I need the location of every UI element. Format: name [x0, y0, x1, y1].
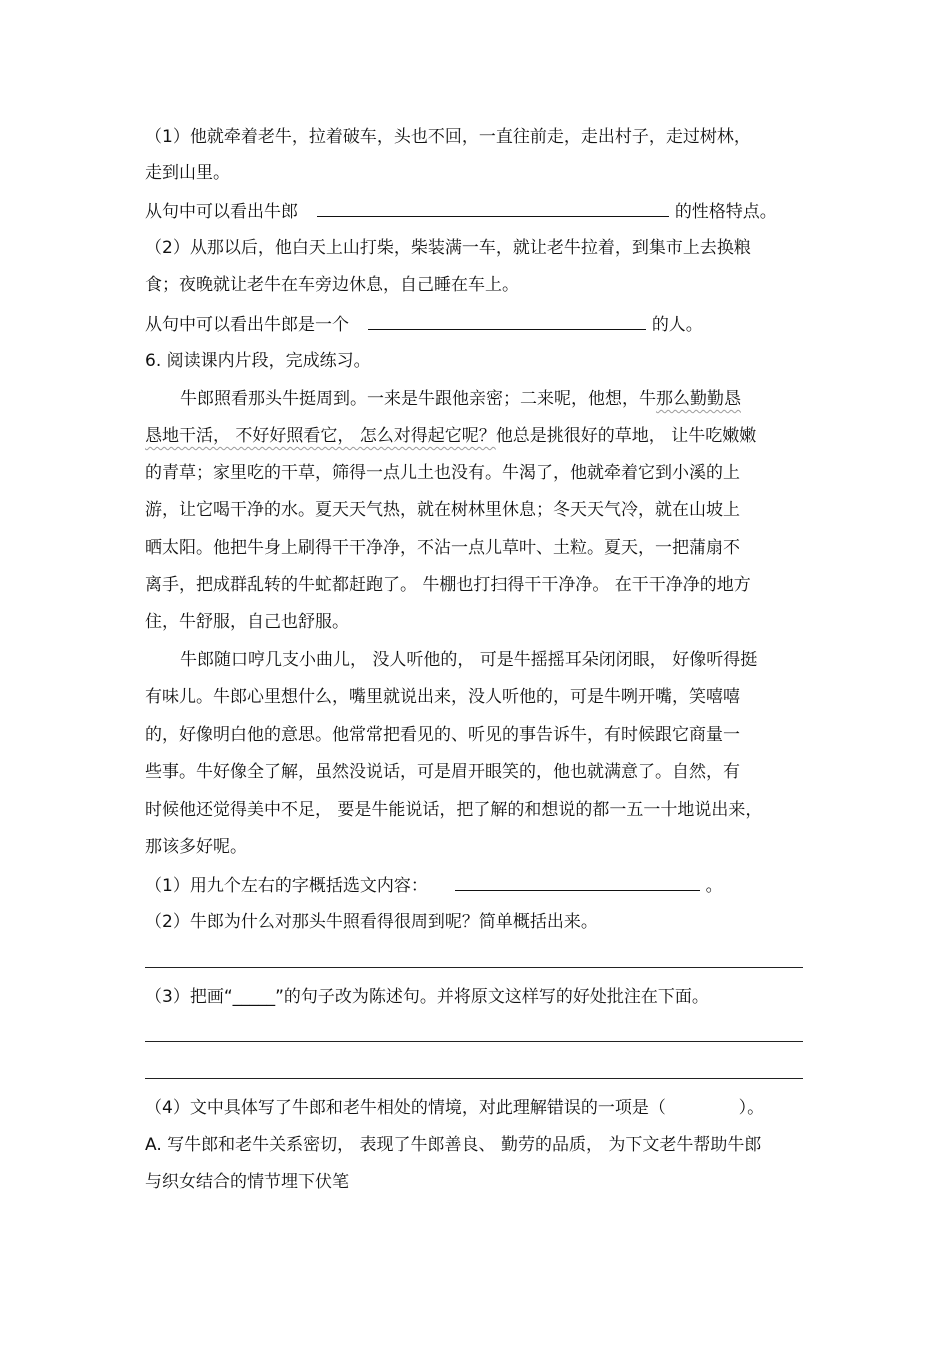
q6-sub4-post: ）。	[738, 1098, 765, 1118]
q5-item1-prompt-pre: 从句中可以看出牛郎	[145, 202, 298, 222]
q6-option-a-line2: 与织女结合的情节埋下伏笔	[145, 1172, 349, 1192]
q6-sub1-pre: （1）用九个左右的字概括选文内容：	[145, 876, 428, 896]
passage-p2-line5: 时候他还觉得美中不足， 要是牛能说话，把了解的和想说的都一五一十地说出来，	[145, 800, 763, 820]
q6-sub3-mark: _____	[232, 987, 276, 1007]
passage-p1-line2	[145, 425, 756, 447]
q5-item2-prompt-pre: 从句中可以看出牛郎是一个	[145, 315, 349, 335]
passage-p1-line7: 住，牛舒服，自己也舒服。	[145, 612, 349, 632]
wavy-underlined-sentence-part2: 恳地干活， 不好好照看它， 怎么对得起它呢？	[145, 426, 496, 446]
q6-sub3-pre: （3）把画“	[145, 987, 233, 1007]
q5-item2-prompt-post: 的人。	[651, 315, 703, 335]
q6-heading: 6. 阅读课内片段，完成练习。	[145, 351, 371, 371]
q5-item2-text-line1: （2）从那以后，他白天上山打柴，柴装满一车，就让老牛拉着，到集市上去换粮	[145, 238, 751, 258]
q6-sub4	[145, 1097, 764, 1119]
q6-sub1-post: 。	[705, 876, 723, 896]
passage-p1-line3: 的青草；家里吃的干草，筛得一点儿土也没有。牛渴了，他就牵着它到小溪的上	[145, 463, 740, 483]
passage-p1-line5: 晒太阳。他把牛身上刷得干干净净，不沾一点儿草叶、土粒。夏天，一把蒲扇不	[145, 538, 740, 558]
q6-sub3-answer-line-1[interactable]	[145, 1041, 803, 1042]
q5-item1-answer-blank[interactable]	[317, 200, 669, 217]
passage-p2-line1: 牛郎随口哼几支小曲儿， 没人听他的， 可是牛摇摇耳朵闭闭眼， 好像听得挺	[180, 650, 758, 670]
q6-sub3	[145, 986, 709, 1008]
q5-item1-prompt	[145, 200, 777, 223]
q6-sub1	[145, 874, 723, 897]
q5-item1-text-line1: （1）他就牵着老牛，拉着破车，头也不回，一直往前走，走出村子，走过树林，	[145, 127, 751, 147]
passage-p2-line2: 有味儿。牛郎心里想什么，嘴里就说出来，没人听他的，可是牛咧开嘴，笑嘻嘻	[145, 687, 740, 707]
passage-p1-line6: 离手，把成群乱转的牛虻都赶跑了。 牛棚也打扫得干干净净。 在干干净净的地方	[145, 575, 751, 595]
q6-sub3-answer-line-2[interactable]	[145, 1078, 803, 1079]
q6-sub2: （2）牛郎为什么对那头牛照看得很周到呢？简单概括出来。	[145, 912, 598, 932]
q5-item1-text-line2: 走到山里。	[145, 163, 230, 183]
q6-sub4-pre: （4）文中具体写了牛郎和老牛相处的情境，对此理解错误的一项是（	[145, 1098, 666, 1118]
q5-item1-prompt-post: 的性格特点。	[674, 202, 777, 222]
q6-sub1-answer-blank[interactable]	[455, 874, 700, 891]
passage-p2-line6: 那该多好呢。	[145, 837, 247, 857]
passage-p1-line1	[180, 388, 741, 410]
q5-item2-prompt	[145, 313, 703, 336]
passage-p2-line4: 些事。牛好像全了解，虽然没说话，可是眉开眼笑的，他也就满意了。自然，有	[145, 762, 740, 782]
q6-sub2-answer-line[interactable]	[145, 967, 803, 968]
passage-p2-line3: 的，好像明白他的意思。他常常把看见的、听见的事告诉牛，有时候跟它商量一	[145, 725, 740, 745]
passage-p1-line4: 游，让它喝干净的水。夏天天气热，就在树林里休息；冬天天气冷，就在山坡上	[145, 500, 740, 520]
q5-item2-text-line2: 食；夜晚就让老牛在车旁边休息，自己睡在车上。	[145, 275, 519, 295]
wavy-underlined-sentence-part1: 那么勤勤恳	[656, 389, 741, 409]
passage-p1-line1-plain: 牛郎照看那头牛挺周到。一来是牛跟他亲密；二来呢，他想，牛	[180, 389, 656, 409]
q6-sub3-post: ”的句子改为陈述句。并将原文这样写的好处批注在下面。	[275, 987, 709, 1007]
q6-option-a-line1: A. 写牛郎和老牛关系密切， 表现了牛郎善良、 勤劳的品质， 为下文老牛帮助牛郎	[145, 1135, 762, 1155]
q5-item2-answer-blank[interactable]	[368, 313, 646, 330]
passage-p1-line2-plain: 他总是挑很好的草地， 让牛吃嫩嫩	[495, 426, 757, 446]
